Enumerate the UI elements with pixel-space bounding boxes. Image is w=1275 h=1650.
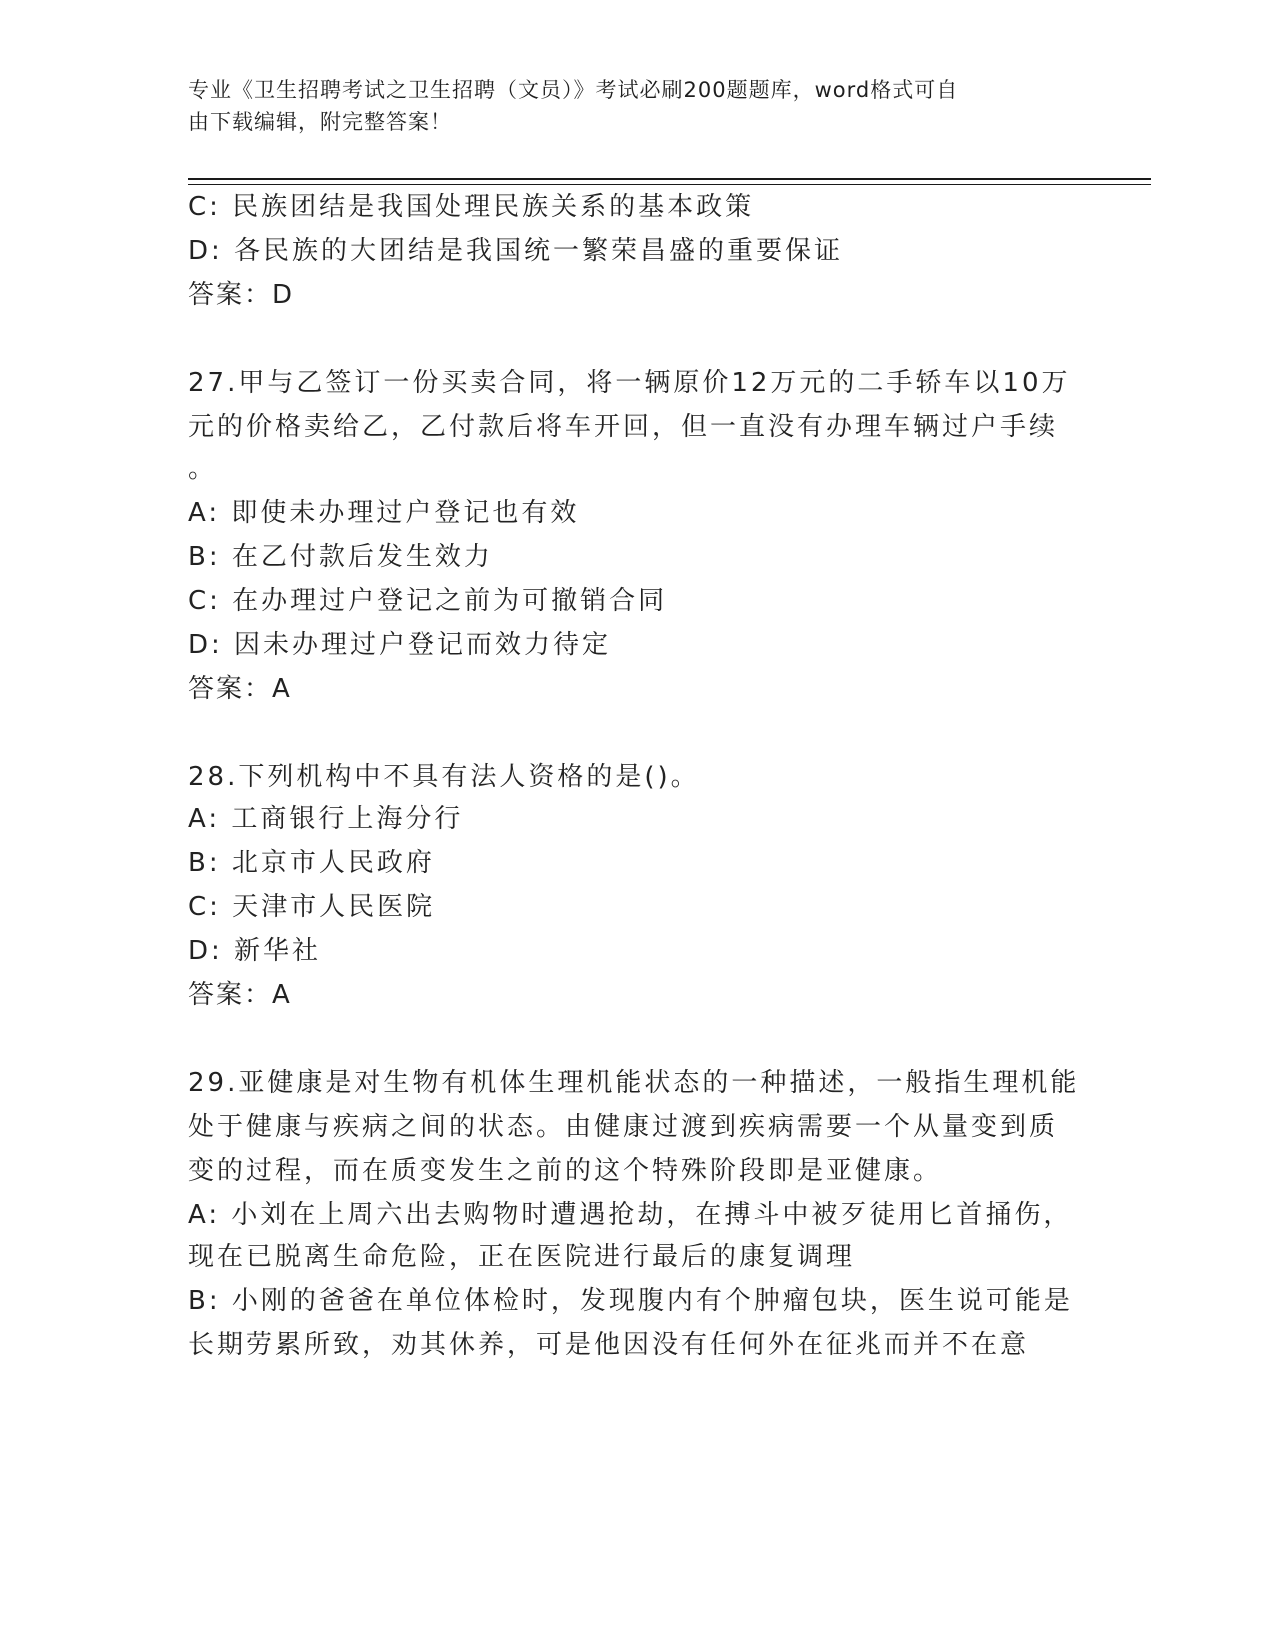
- q27-answer: 答案：A: [188, 674, 292, 704]
- document-header: [188, 74, 1068, 138]
- header-rule-thin: [188, 184, 1151, 185]
- q28-option-b: B: 北京市人民政府: [188, 848, 435, 878]
- q28-answer: 答案：A: [188, 980, 292, 1010]
- q28-stem: 28.下列机构中不具有法人资格的是()。: [188, 762, 700, 792]
- q29-option-b-line-1: B: 小刚的爸爸在单位体检时，发现腹内有个肿瘤包块，医生说可能是: [188, 1286, 1073, 1316]
- q29-option-b-line-2: 长期劳累所致，劝其休养，可是他因没有任何外在征兆而并不在意: [188, 1330, 1030, 1360]
- q27-option-a: A: 即使未办理过户登记也有效: [188, 498, 580, 528]
- q29-stem-line-1: 29.亚健康是对生物有机体生理机能状态的一种描述，一般指生理机能: [188, 1068, 1080, 1098]
- q29-option-a-line-2: 现在已脱离生命危险，正在医院进行最后的康复调理: [188, 1242, 856, 1272]
- q27-option-d: D: 因未办理过户登记而效力待定: [188, 630, 612, 660]
- q29-stem-line-2: 处于健康与疾病之间的状态。由健康过渡到疾病需要一个从量变到质: [188, 1112, 1059, 1142]
- q26-option-c: C: 民族团结是我国处理民族关系的基本政策: [188, 192, 755, 222]
- header-rule-thick: [188, 178, 1151, 180]
- q26-answer: 答案：D: [188, 280, 295, 310]
- q26-option-d: D: 各民族的大团结是我国统一繁荣昌盛的重要保证: [188, 236, 844, 266]
- header-line-1: 专业《卫生招聘考试之卫生招聘（文员）》考试必刷200题题库，word格式可自: [188, 78, 959, 102]
- q27-option-c: C: 在办理过户登记之前为可撤销合同: [188, 586, 668, 616]
- header-line-2: 由下载编辑，附完整答案！: [188, 110, 452, 134]
- q27-stem-line-3: 。: [188, 454, 218, 484]
- q27-option-b: B: 在乙付款后发生效力: [188, 542, 493, 572]
- q29-option-a-line-1: A: 小刘在上周六出去购物时遭遇抢劫，在搏斗中被歹徒用匕首捅伤，: [188, 1200, 1073, 1230]
- q28-option-c: C: 天津市人民医院: [188, 892, 436, 922]
- q27-stem-line-2: 元的价格卖给乙，乙付款后将车开回，但一直没有办理车辆过户手续: [188, 412, 1059, 442]
- q28-option-d: D: 新华社: [188, 936, 322, 966]
- q28-option-a: A: 工商银行上海分行: [188, 804, 464, 834]
- q29-stem-line-3: 变的过程，而在质变发生之前的这个特殊阶段即是亚健康。: [188, 1156, 943, 1186]
- q27-stem-line-1: 27.甲与乙签订一份买卖合同，将一辆原价12万元的二手轿车以10万: [188, 368, 1071, 398]
